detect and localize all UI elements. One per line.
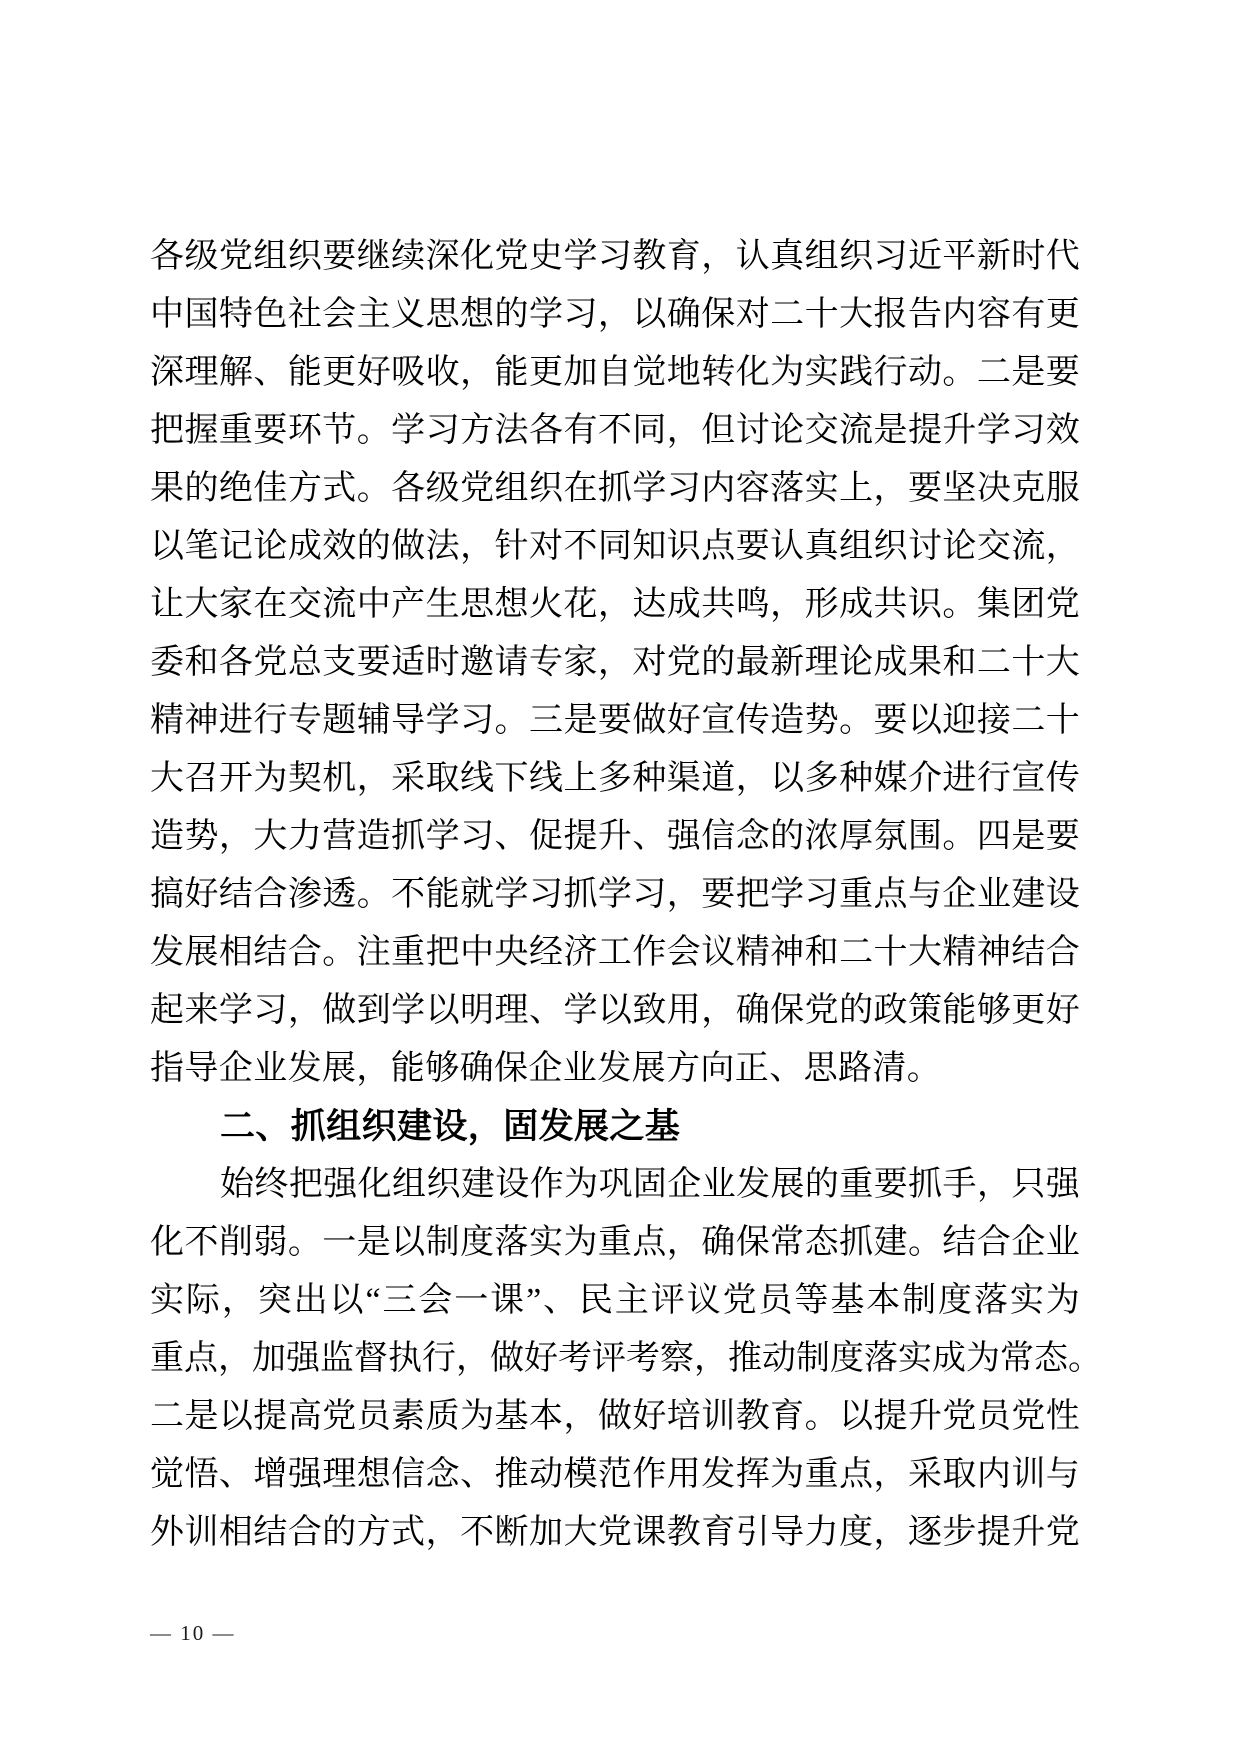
body-text-line: 指导企业发展，能够确保企业发展方向正、思路清。 <box>150 1050 942 1087</box>
body-text-line: 把 握 重 要 环 节 。 学 习 方 法 各 有 不 同 ， 但 讨 论 交 流 是 提 升 学 习 效 <box>150 412 1080 449</box>
body-text-line: 果 的 绝 佳 方 式 。 各 级 党 组 织 在 抓 学 习 内 容 落 实 上 ， 要 坚 决 克 服 <box>150 470 1080 507</box>
body-text-line: 重 点 ， 加 强 监 督 执 行 ， 做 好 考 评 考 察 ， 推 动 制 度 落 实 成 为 常 态 。 <box>150 1340 1102 1377</box>
body-text-line: 中 国 特 色 社 会 主 义 思 想 的 学 习 ， 以 确 保 对 二 十 大 报 告 内 容 有 更 <box>150 296 1080 333</box>
body-text-line: 发 展 相 结 合 。 注 重 把 中 央 经 济 工 作 会 议 精 神 和 二 十 大 精 神 结 合 <box>150 934 1080 971</box>
page-number: — 10 — <box>150 1621 236 1645</box>
body-text-line: 搞 好 结 合 渗 透 。 不 能 就 学 习 抓 学 习 ， 要 把 学 习 重 点 与 企 业 建 设 <box>150 876 1080 913</box>
body-text-line: 以 笔 记 论 成 效 的 做 法 ， 针 对 不 同 知 识 点 要 认 真 组 织 讨 论 交 流 ， <box>150 528 1080 565</box>
body-text-line: 起 来 学 习 ， 做 到 学 以 明 理 、 学 以 致 用 ， 确 保 党 的 政 策 能 够 更 好 <box>150 992 1080 1029</box>
body-text-line: 精 神 进 行 专 题 辅 导 学 习 。 三 是 要 做 好 宣 传 造 势 。 要 以 迎 接 二 十 <box>150 702 1080 739</box>
body-text-line: 各 级 党 组 织 要 继 续 深 化 党 史 学 习 教 育 ， 认 真 组 织 习 近 平 新 时 代 <box>150 238 1080 275</box>
body-text-line: 委 和 各 党 总 支 要 适 时 邀 请 专 家 ， 对 党 的 最 新 理 论 成 果 和 二 十 大 <box>150 644 1080 681</box>
body-text-line: 深 理 解 、 能 更 好 吸 收 ， 能 更 加 自 觉 地 转 化 为 实 践 行 动 。 二 是 要 <box>150 354 1080 391</box>
body-text-line: 造 势 ， 大 力 营 造 抓 学 习 、 促 提 升 、 强 信 念 的 浓 厚 氛 围 。 四 是 要 <box>150 818 1080 855</box>
section-heading: 二、抓组织建设，固发展之基 <box>220 1107 681 1147</box>
body-text-line: 二 是 以 提 高 党 员 素 质 为 基 本 ， 做 好 培 训 教 育 。 以 提 升 党 员 党 性 <box>150 1398 1080 1435</box>
document-body <box>150 228 1102 1562</box>
body-text-line: 实 际 ， 突 出 以 “ 三 会 一 课 ” 、 民 主 评 议 党 员 等 基 本 制 度 落 实 为 <box>150 1282 1080 1319</box>
body-text-line: 觉 悟 、 增 强 理 想 信 念 、 推 动 模 范 作 用 发 挥 为 重 点 ， 采 取 内 训 与 <box>150 1456 1080 1493</box>
body-text-line: 外 训 相 结 合 的 方 式 ， 不 断 加 大 党 课 教 育 引 导 力 度 ， 逐 步 提 升 党 <box>150 1514 1080 1551</box>
body-text-line: 让 大 家 在 交 流 中 产 生 思 想 火 花 ， 达 成 共 鸣 ， 形 成 共 识 。 集 团 党 <box>150 586 1080 623</box>
body-text-line: 始 终 把 强 化 组 织 建 设 作 为 巩 固 企 业 发 展 的 重 要 抓 手 ， 只 强 <box>220 1166 1080 1203</box>
body-text-line: 大 召 开 为 契 机 ， 采 取 线 下 线 上 多 种 渠 道 ， 以 多 种 媒 介 进 行 宣 传 <box>150 760 1080 797</box>
body-text-line: 化 不 削 弱 。 一 是 以 制 度 落 实 为 重 点 ， 确 保 常 态 抓 建 。 结 合 企 业 <box>150 1224 1080 1261</box>
